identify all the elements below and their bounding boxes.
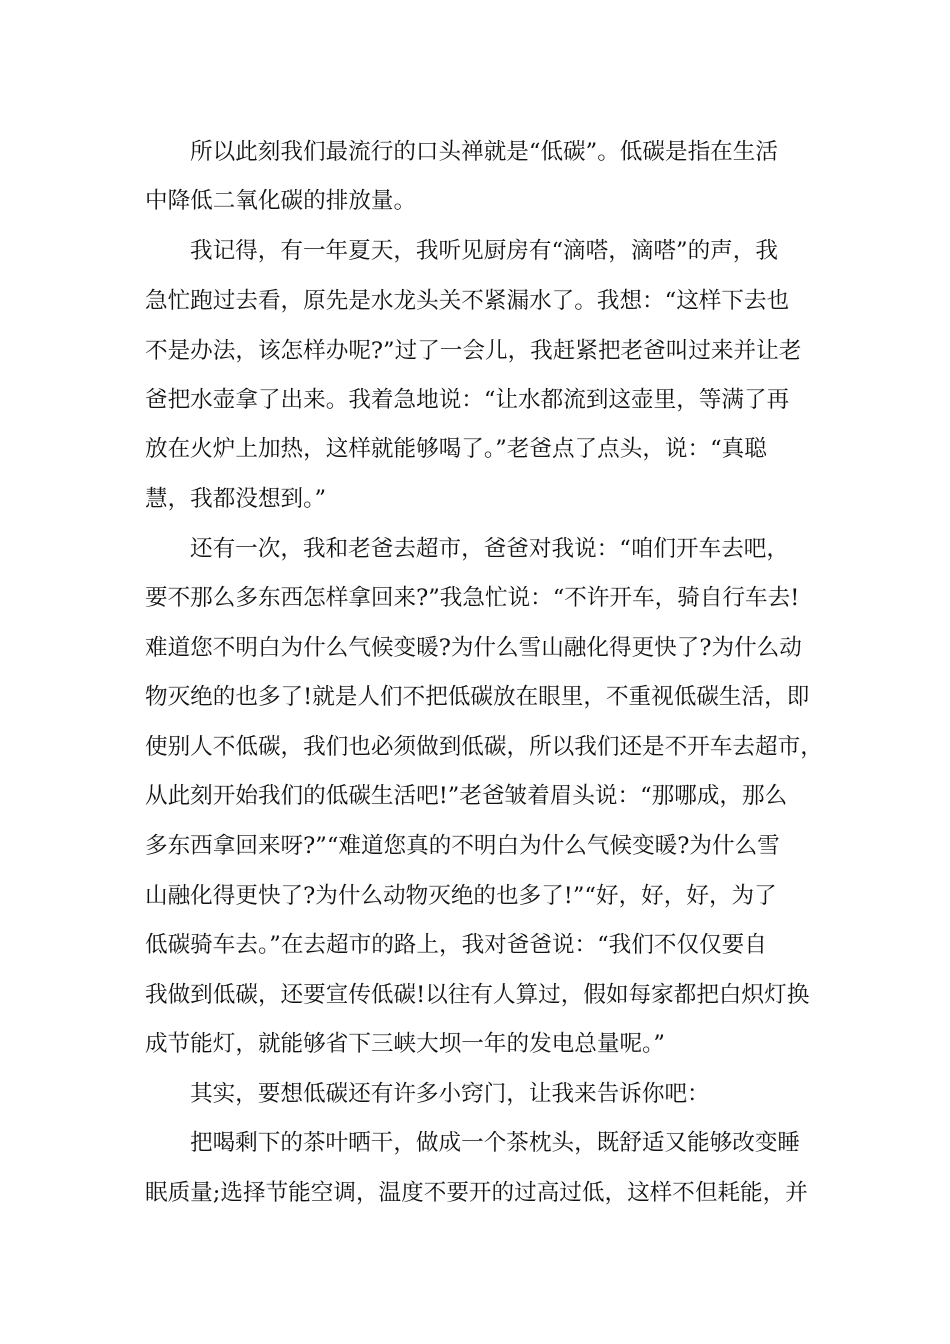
text-line: 还有一次，我和老爸去超市，爸爸对我说：“咱们开车去吧， xyxy=(190,536,789,562)
text-line: 我记得，有一年夏天，我听见厨房有“滴嗒，滴嗒”的声，我 xyxy=(190,238,778,264)
text-line: 放在火炉上加热，这样就能够喝了。”老爸点了点头，说：“真聪 xyxy=(145,436,767,462)
text-line: 中降低二氧化碳的排放量。 xyxy=(145,188,417,214)
text-line: 山融化得更快了?为什么动物灭绝的也多了!”“好，好，好，为了 xyxy=(145,883,777,909)
text-line: 眠质量;选择节能空调，温度不要开的过高过低，这样不但耗能，并 xyxy=(145,1180,808,1206)
text-line: 多东西拿回来呀?”“难道您真的不明白为什么气候变暖?为什么雪 xyxy=(145,833,780,859)
text-line: 爸把水壶拿了出来。我着急地说：“让水都流到这壶里，等满了再 xyxy=(145,387,790,413)
text-line: 我做到低碳，还要宣传低碳!以往有人算过，假如每家都把白炽灯换 xyxy=(145,982,810,1008)
text-line: 难道您不明白为什么气候变暖?为什么雪山融化得更快了?为什么动 xyxy=(145,635,802,661)
text-line: 要不那么多东西怎样拿回来?”我急忙说：“不许开车，骑自行车去! xyxy=(145,585,800,611)
text-line: 慧，我都没想到。” xyxy=(145,486,327,512)
text-line: 把喝剩下的茶叶晒干，做成一个茶枕头，既舒适又能够改变睡 xyxy=(190,1130,801,1156)
text-line: 成节能灯，就能够省下三峡大坝一年的发电总量呢。” xyxy=(145,1031,665,1057)
text-line: 其实，要想低碳还有许多小窍门，让我来告诉你吧： xyxy=(190,1081,710,1107)
text-line: 急忙跑过去看，原先是水龙头关不紧漏水了。我想：“这样下去也 xyxy=(145,288,790,314)
text-line: 不是办法，该怎样办呢?”过了一会儿，我赶紧把老爸叫过来并让老 xyxy=(145,338,802,364)
text-line: 物灭绝的也多了!就是人们不把低碳放在眼里，不重视低碳生活，即 xyxy=(145,684,810,710)
text-line: 所以此刻我们最流行的口头禅就是“低碳”。低碳是指在生活 xyxy=(190,139,778,165)
text-line: 从此刻开始我们的低碳生活吧!”老爸皱着眉头说：“那哪成，那么 xyxy=(145,783,788,809)
text-line: 低碳骑车去。”在去超市的路上，我对爸爸说：“我们不仅仅要自 xyxy=(145,932,767,958)
text-line: 使别人不低碳，我们也必须做到低碳，所以我们还是不开车去超市， xyxy=(145,734,823,760)
